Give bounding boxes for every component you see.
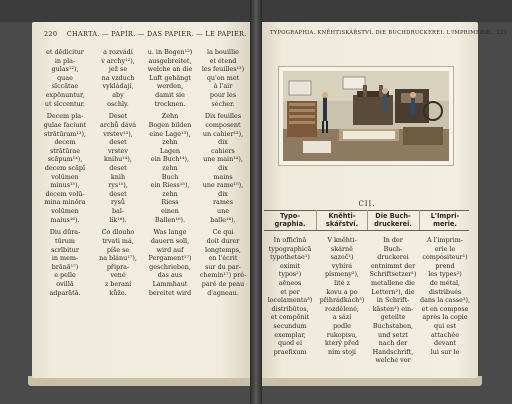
text-line: typographicā — [268, 244, 312, 253]
text-line: wird auf — [156, 245, 184, 254]
text-line: archů dává — [99, 121, 137, 130]
text-line: la bouillie — [207, 48, 239, 56]
text-line: přihrádkách³) — [319, 296, 365, 305]
text-line: Riess — [161, 198, 179, 207]
text-line: decem — [54, 138, 76, 147]
latin-column — [266, 236, 314, 356]
text-line: vené — [110, 271, 126, 280]
text-line: na blánu¹⁷), — [99, 254, 137, 263]
left-page-number: 220 — [44, 30, 58, 38]
text-line: decem volū- — [45, 189, 85, 198]
text-line: on l'écrit — [208, 254, 238, 263]
text-line: strātūram¹³), — [44, 129, 86, 138]
text-line: píše se — [106, 245, 130, 254]
text-line: aēneos — [278, 278, 302, 287]
text-line: knihu¹⁴), — [104, 155, 132, 164]
czech-column — [94, 48, 142, 297]
text-line: e pelle — [54, 271, 76, 280]
text-line: adparātā. — [49, 288, 81, 297]
text-line: vybírá — [331, 261, 353, 270]
right-running-header — [270, 30, 507, 36]
text-line: qu'on met — [206, 73, 240, 82]
text-line: et dēdicitur — [46, 48, 84, 56]
text-line: a rozvádí — [103, 48, 133, 56]
text-line: exemplar, — [274, 330, 306, 339]
text-line: Zehn — [161, 112, 179, 121]
text-line: geteilte — [380, 313, 406, 322]
text-line: oschly. — [107, 99, 129, 108]
text-line: Ballen¹⁶). — [154, 215, 186, 224]
right-page — [256, 22, 508, 378]
column-header-line: skářství. — [325, 220, 359, 228]
text-line: une main¹⁴), — [203, 155, 243, 164]
text-line: composent — [205, 121, 241, 130]
text-line: Co dlouho — [101, 228, 135, 237]
text-line: distribués — [428, 287, 462, 296]
column-divider — [419, 210, 420, 230]
czech-column — [318, 236, 366, 356]
text-line: dix — [218, 189, 228, 198]
text-line: V kněhti- — [327, 236, 357, 244]
text-line: un cahier¹³), — [202, 129, 244, 138]
text-line: attachée — [430, 330, 459, 339]
text-line: einen — [161, 206, 179, 215]
text-line: damit sie — [155, 90, 185, 99]
text-line: scāpum¹⁴), — [47, 155, 83, 164]
header-rule-bottom — [264, 230, 469, 231]
text-line: Buchstaben, — [372, 321, 414, 330]
left-running-title: CHARTA. — PAPÍR. — DAS PAPIER. — LE PAPIER. — [66, 30, 247, 38]
column-header-line: Die Buch- — [375, 212, 411, 220]
text-line: quod ei — [277, 339, 302, 348]
text-line: podle — [333, 321, 351, 330]
text-line: locelamenta³) — [267, 296, 313, 305]
left-page — [32, 22, 254, 378]
column-header-german — [368, 212, 418, 228]
text-line: zehn — [162, 189, 178, 198]
column-divider — [367, 210, 368, 230]
column-header-latin — [266, 212, 314, 228]
text-line: in mem- — [51, 254, 79, 263]
text-line: devant — [434, 339, 456, 348]
text-line: strātūrae — [49, 146, 81, 155]
text-line: bal- — [111, 206, 125, 215]
text-line: dix — [218, 138, 228, 147]
text-line: geschrieben, — [149, 262, 191, 271]
german-column — [144, 48, 196, 297]
text-line: Handschrift, — [372, 347, 414, 356]
right-page-number: 221 — [496, 30, 508, 36]
text-line: lík¹⁶). — [109, 215, 127, 224]
text-line: une rame¹⁵), — [202, 181, 244, 190]
text-line: et étend — [209, 56, 237, 65]
text-line: Pergament¹⁷) — [148, 254, 192, 263]
text-line: à l'air — [213, 82, 233, 91]
text-line: Schriftsetzer¹) — [369, 270, 417, 279]
text-line: z beraní — [104, 280, 132, 289]
text-line: skárně — [331, 244, 353, 253]
text-line: mina minōra — [44, 198, 86, 207]
book-spine — [250, 0, 262, 404]
text-line: na vzduch — [101, 73, 135, 82]
text-line: rames — [213, 198, 233, 207]
text-line: de métal, — [429, 278, 461, 287]
text-line: tūrum — [55, 237, 75, 246]
text-line: Was lange — [153, 228, 187, 237]
text-line: entnimmt der — [370, 261, 416, 270]
text-line: volūmen — [51, 206, 79, 215]
text-line: zehn — [162, 138, 178, 147]
text-line: dauern soll, — [150, 237, 190, 246]
text-line: A l'imprim- — [427, 236, 463, 244]
text-line: Diu dūra- — [49, 228, 81, 237]
text-line: et en compose — [421, 304, 469, 313]
text-line: sécher. — [211, 99, 235, 108]
right-running-title: TYPOGRAPHIA. KNĚHTISKÁŘSTVÍ. DIE BUCHDRUCKEREI. L'IMPRIMERIE. — [270, 30, 493, 36]
french-column — [198, 48, 248, 297]
text-line: lui sur le — [430, 347, 460, 356]
text-line: dix — [218, 164, 228, 173]
text-line: brānā¹⁷) — [51, 262, 79, 271]
column-header-czech — [318, 212, 366, 228]
text-line: praefixum — [273, 347, 307, 356]
text-line: vrstev¹³), — [103, 129, 133, 138]
text-line: trocknen. — [154, 99, 186, 108]
text-line: und setzt — [378, 330, 408, 339]
text-line: sīccātae — [51, 82, 79, 91]
column-header-line: L'Impri- — [430, 212, 460, 220]
text-line: welche vor — [375, 356, 411, 365]
text-line: Bogen bilden — [148, 121, 192, 130]
text-line: knih — [110, 172, 126, 181]
text-line: Lammhaut — [152, 280, 188, 289]
text-line: mains — [213, 172, 233, 181]
text-line: cahiers — [211, 146, 235, 155]
text-line: qui est — [434, 321, 456, 330]
text-line: eximit — [279, 261, 301, 270]
column-header-line: merie. — [433, 220, 457, 228]
text-line: Buch — [161, 172, 179, 181]
text-line: werden, — [156, 82, 184, 91]
text-line: prend — [435, 261, 455, 270]
text-line: typothetae¹) — [270, 253, 310, 262]
text-line: deset — [109, 164, 127, 173]
chapter-number: CII. — [358, 200, 376, 208]
text-line: Lettern²), die — [371, 287, 415, 296]
text-line: In der — [383, 236, 403, 244]
text-line: Deset — [108, 112, 128, 121]
text-line: distribūtos, — [271, 304, 309, 313]
column-header-line: druckerei. — [374, 220, 412, 228]
text-line: maius¹⁶). — [50, 215, 80, 224]
text-line: Decem pla- — [46, 112, 84, 121]
text-line: eine Lage¹³), — [149, 129, 191, 138]
text-line: Dix feuilles — [204, 112, 242, 121]
text-line: Luft gehängt — [149, 73, 191, 82]
left-running-header — [44, 30, 247, 38]
text-line: les types²) — [428, 270, 462, 279]
text-line: d'agneau. — [207, 288, 239, 297]
text-line: das aus — [157, 271, 183, 280]
text-line: kůže. — [109, 288, 127, 297]
text-line: rukopisu, — [326, 330, 358, 339]
text-line: welche an die — [147, 65, 193, 74]
text-line: písmeny²), — [324, 270, 360, 279]
text-line: In officīnā — [273, 236, 307, 244]
latin-column — [40, 48, 90, 297]
column-divider — [316, 210, 317, 230]
text-line: aby — [112, 90, 124, 99]
text-line: une — [216, 206, 229, 215]
column-header-line: graphia. — [274, 220, 306, 228]
text-line: trvati má, — [102, 237, 134, 246]
text-line: ein Riess¹⁵), — [150, 181, 190, 190]
text-line: scrībitur — [51, 245, 79, 254]
text-line: erie le — [434, 244, 456, 253]
text-line: vykládají, — [102, 82, 134, 91]
text-line: ut sīccentur. — [44, 99, 86, 108]
text-line: metallene die — [371, 278, 415, 287]
text-line: deset — [109, 138, 127, 147]
text-line: et per — [280, 287, 300, 296]
text-line: Lagen — [159, 146, 181, 155]
text-line: lité z — [334, 278, 350, 287]
text-line: ein Buch¹⁴), — [150, 155, 190, 164]
text-line: Buch- — [383, 244, 403, 253]
text-line: in pla- — [54, 56, 76, 65]
text-line: rozdělené, — [325, 304, 359, 313]
text-line: vrstev — [108, 146, 128, 155]
text-line: typos²) — [278, 270, 302, 279]
text-line: deset — [109, 189, 127, 198]
text-line: v archy¹²), — [101, 56, 135, 65]
text-line: ausgebreitet, — [148, 56, 192, 65]
text-line: sazeč¹) — [330, 253, 354, 262]
text-line: pour les — [209, 90, 237, 99]
text-line: et compōnit — [270, 313, 310, 322]
text-line: u. in Bogen¹²) — [147, 48, 193, 56]
print-shop-illustration — [278, 66, 454, 166]
text-line: volūmen — [51, 172, 79, 181]
text-line: chemin¹⁷) pré- — [199, 271, 247, 280]
text-line: který před — [325, 339, 359, 348]
text-line: druckerei — [377, 253, 409, 262]
text-line: zehn — [162, 164, 178, 173]
text-line: ovillā — [56, 280, 74, 289]
column-header-french — [420, 212, 470, 228]
text-line: bereitet wird — [148, 288, 192, 297]
print-shop-image — [283, 71, 449, 161]
text-line: in Schrift- — [376, 296, 410, 305]
text-line: rysů — [110, 198, 126, 207]
text-line: Ce qui — [212, 228, 234, 237]
text-line: gulae faciunt — [43, 121, 87, 130]
text-line: kovu a po — [326, 287, 358, 296]
text-line: après la copie — [422, 313, 468, 322]
text-line: longtemps, — [205, 245, 241, 254]
text-line: dans la casse³), — [420, 296, 471, 305]
text-line: minus¹⁵), — [50, 181, 80, 190]
text-line: kästen³) ein- — [372, 304, 414, 313]
text-line: decem scāpī — [44, 164, 86, 173]
text-line: sur du par- — [205, 262, 241, 271]
column-header-line: Typo- — [280, 212, 300, 220]
text-line: připra- — [106, 262, 130, 271]
text-line: les feuilles¹²) — [201, 65, 245, 74]
text-line: nach der — [378, 339, 408, 348]
french-column — [420, 236, 470, 356]
text-line: ním stojí — [328, 347, 356, 356]
text-line: doit durer — [206, 237, 240, 246]
text-line: secundum — [273, 321, 307, 330]
text-line: quae — [57, 73, 73, 82]
german-column — [368, 236, 418, 365]
text-line: balle¹⁶). — [210, 215, 236, 224]
text-line: jež se — [108, 65, 128, 74]
text-line: gulas¹²), — [51, 65, 79, 74]
text-line: rys¹⁵), — [108, 181, 128, 190]
column-header-line: Kněhti- — [328, 212, 356, 220]
text-line: a sází — [332, 313, 352, 322]
text-line: compositeur¹) — [422, 253, 468, 262]
text-line: expōnuntur, — [45, 90, 85, 99]
text-line: paré de peau — [201, 280, 245, 289]
